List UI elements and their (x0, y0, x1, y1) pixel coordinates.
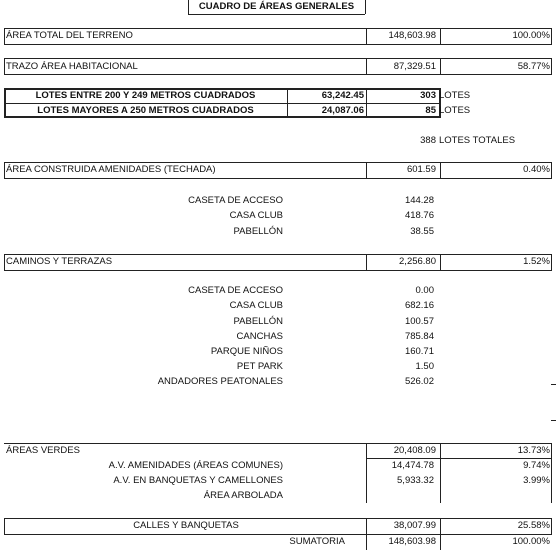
sumatoria-percent: 100.00% (512, 536, 550, 547)
caminos-percent: 1.52% (523, 256, 550, 267)
calles-label: CALLES Y BANQUETAS (133, 520, 239, 531)
verdes-item-2-label: A.V. EN BANQUETAS Y CAMELLONES (113, 475, 283, 486)
sumatoria-label: SUMATORIA (289, 536, 345, 547)
caminos-item-3-value: 100.57 (404, 316, 434, 327)
verdes-percent: 13.73% (517, 445, 550, 456)
trazo-label: TRAZO ÁREA HABITACIONAL (6, 61, 138, 72)
lotes-row-2-count: 85 (425, 105, 436, 116)
amenidades-label: ÁREA CONSTRUIDA AMENIDADES (TECHADA) (6, 164, 216, 175)
lotes-total-label: LOTES TOTALES (439, 135, 516, 146)
caminos-item-5-label: PARQUE NIÑOS (210, 346, 283, 357)
caminos-item-1-value: 0.00 (415, 285, 434, 296)
verdes-item-1-value: 14,474.78 (391, 460, 434, 471)
caminos-label: CAMINOS Y TERRAZAS (6, 256, 113, 267)
lotes-row-1-label: LOTES ENTRE 200 Y 249 METROS CUADRADOS (35, 90, 256, 101)
amenidades-item-2-label: CASA CLUB (229, 210, 283, 221)
edge-mark-2 (551, 420, 556, 421)
title-bottom-border (188, 14, 365, 15)
calles-value: 38,007.99 (393, 520, 436, 531)
amenidades-percent: 0.40% (523, 164, 550, 175)
area-total-value: 148,603.98 (388, 30, 436, 41)
area-total-label: ÁREA TOTAL DEL TERRENO (6, 30, 133, 41)
amenidades-item-1-label: CASETA DE ACCESO (188, 195, 283, 206)
verdes-item-3-label: ÁREA ARBOLADA (203, 490, 283, 501)
sumatoria-value: 148,603.98 (388, 536, 436, 547)
lotes-row-1-unit: LOTES (439, 90, 471, 101)
calles-percent: 25.58% (517, 520, 550, 531)
verdes-right-border (551, 443, 552, 503)
lotes-row-1-count: 303 (420, 90, 436, 101)
amenidades-item-3-value: 38.55 (410, 226, 434, 237)
caminos-item-4-value: 785.84 (404, 331, 434, 342)
caminos-item-6-label: PET PARK (236, 361, 283, 372)
amenidades-value: 601.59 (406, 164, 436, 175)
lotes-row-2-label: LOTES MAYORES A 250 METROS CUADRADOS (37, 105, 254, 116)
verdes-item-2-value: 5,933.32 (397, 475, 434, 486)
caminos-item-1-label: CASETA DE ACCESO (188, 285, 283, 296)
title-right-border (365, 0, 366, 14)
caminos-item-6-value: 1.50 (415, 361, 434, 372)
caminos-item-2-label: CASA CLUB (229, 300, 283, 311)
caminos-item-5-value: 160.71 (404, 346, 434, 357)
caminos-value: 2,256.80 (399, 256, 436, 267)
caminos-item-4-label: CANCHAS (236, 331, 283, 342)
caminos-item-3-label: PABELLÓN (233, 316, 283, 327)
lotes-row-2-area: 24,087.06 (321, 105, 364, 116)
caminos-item-7-label: ANDADORES PEATONALES (157, 376, 283, 387)
edge-mark-1 (551, 384, 556, 385)
amenidades-item-2-value: 418.76 (404, 210, 434, 221)
verdes-item-1-label: A.V. AMENIDADES (ÁREAS COMUNES) (108, 460, 283, 471)
amenidades-item-1-value: 144.28 (404, 195, 434, 206)
amenidades-item-3-label: PABELLÓN (233, 226, 283, 237)
trazo-value: 87,329.51 (393, 61, 436, 72)
verdes-item-1-percent: 9.74% (523, 460, 550, 471)
trazo-percent: 58.77% (517, 61, 550, 72)
caminos-item-2-value: 682.16 (404, 300, 434, 311)
lotes-row-2-unit: LOTES (439, 105, 471, 116)
lotes-row-1-area: 63,242.45 (321, 90, 364, 101)
verdes-item-2-percent: 3.99% (523, 475, 550, 486)
page-title: CUADRO DE ÁREAS GENERALES (198, 1, 355, 12)
area-total-percent: 100.00% (512, 30, 550, 41)
lotes-total-count: 388 (420, 135, 436, 146)
verdes-value: 20,408.09 (393, 445, 436, 456)
caminos-item-7-value: 526.02 (404, 376, 434, 387)
verdes-label: ÁREAS VERDES (6, 445, 80, 456)
